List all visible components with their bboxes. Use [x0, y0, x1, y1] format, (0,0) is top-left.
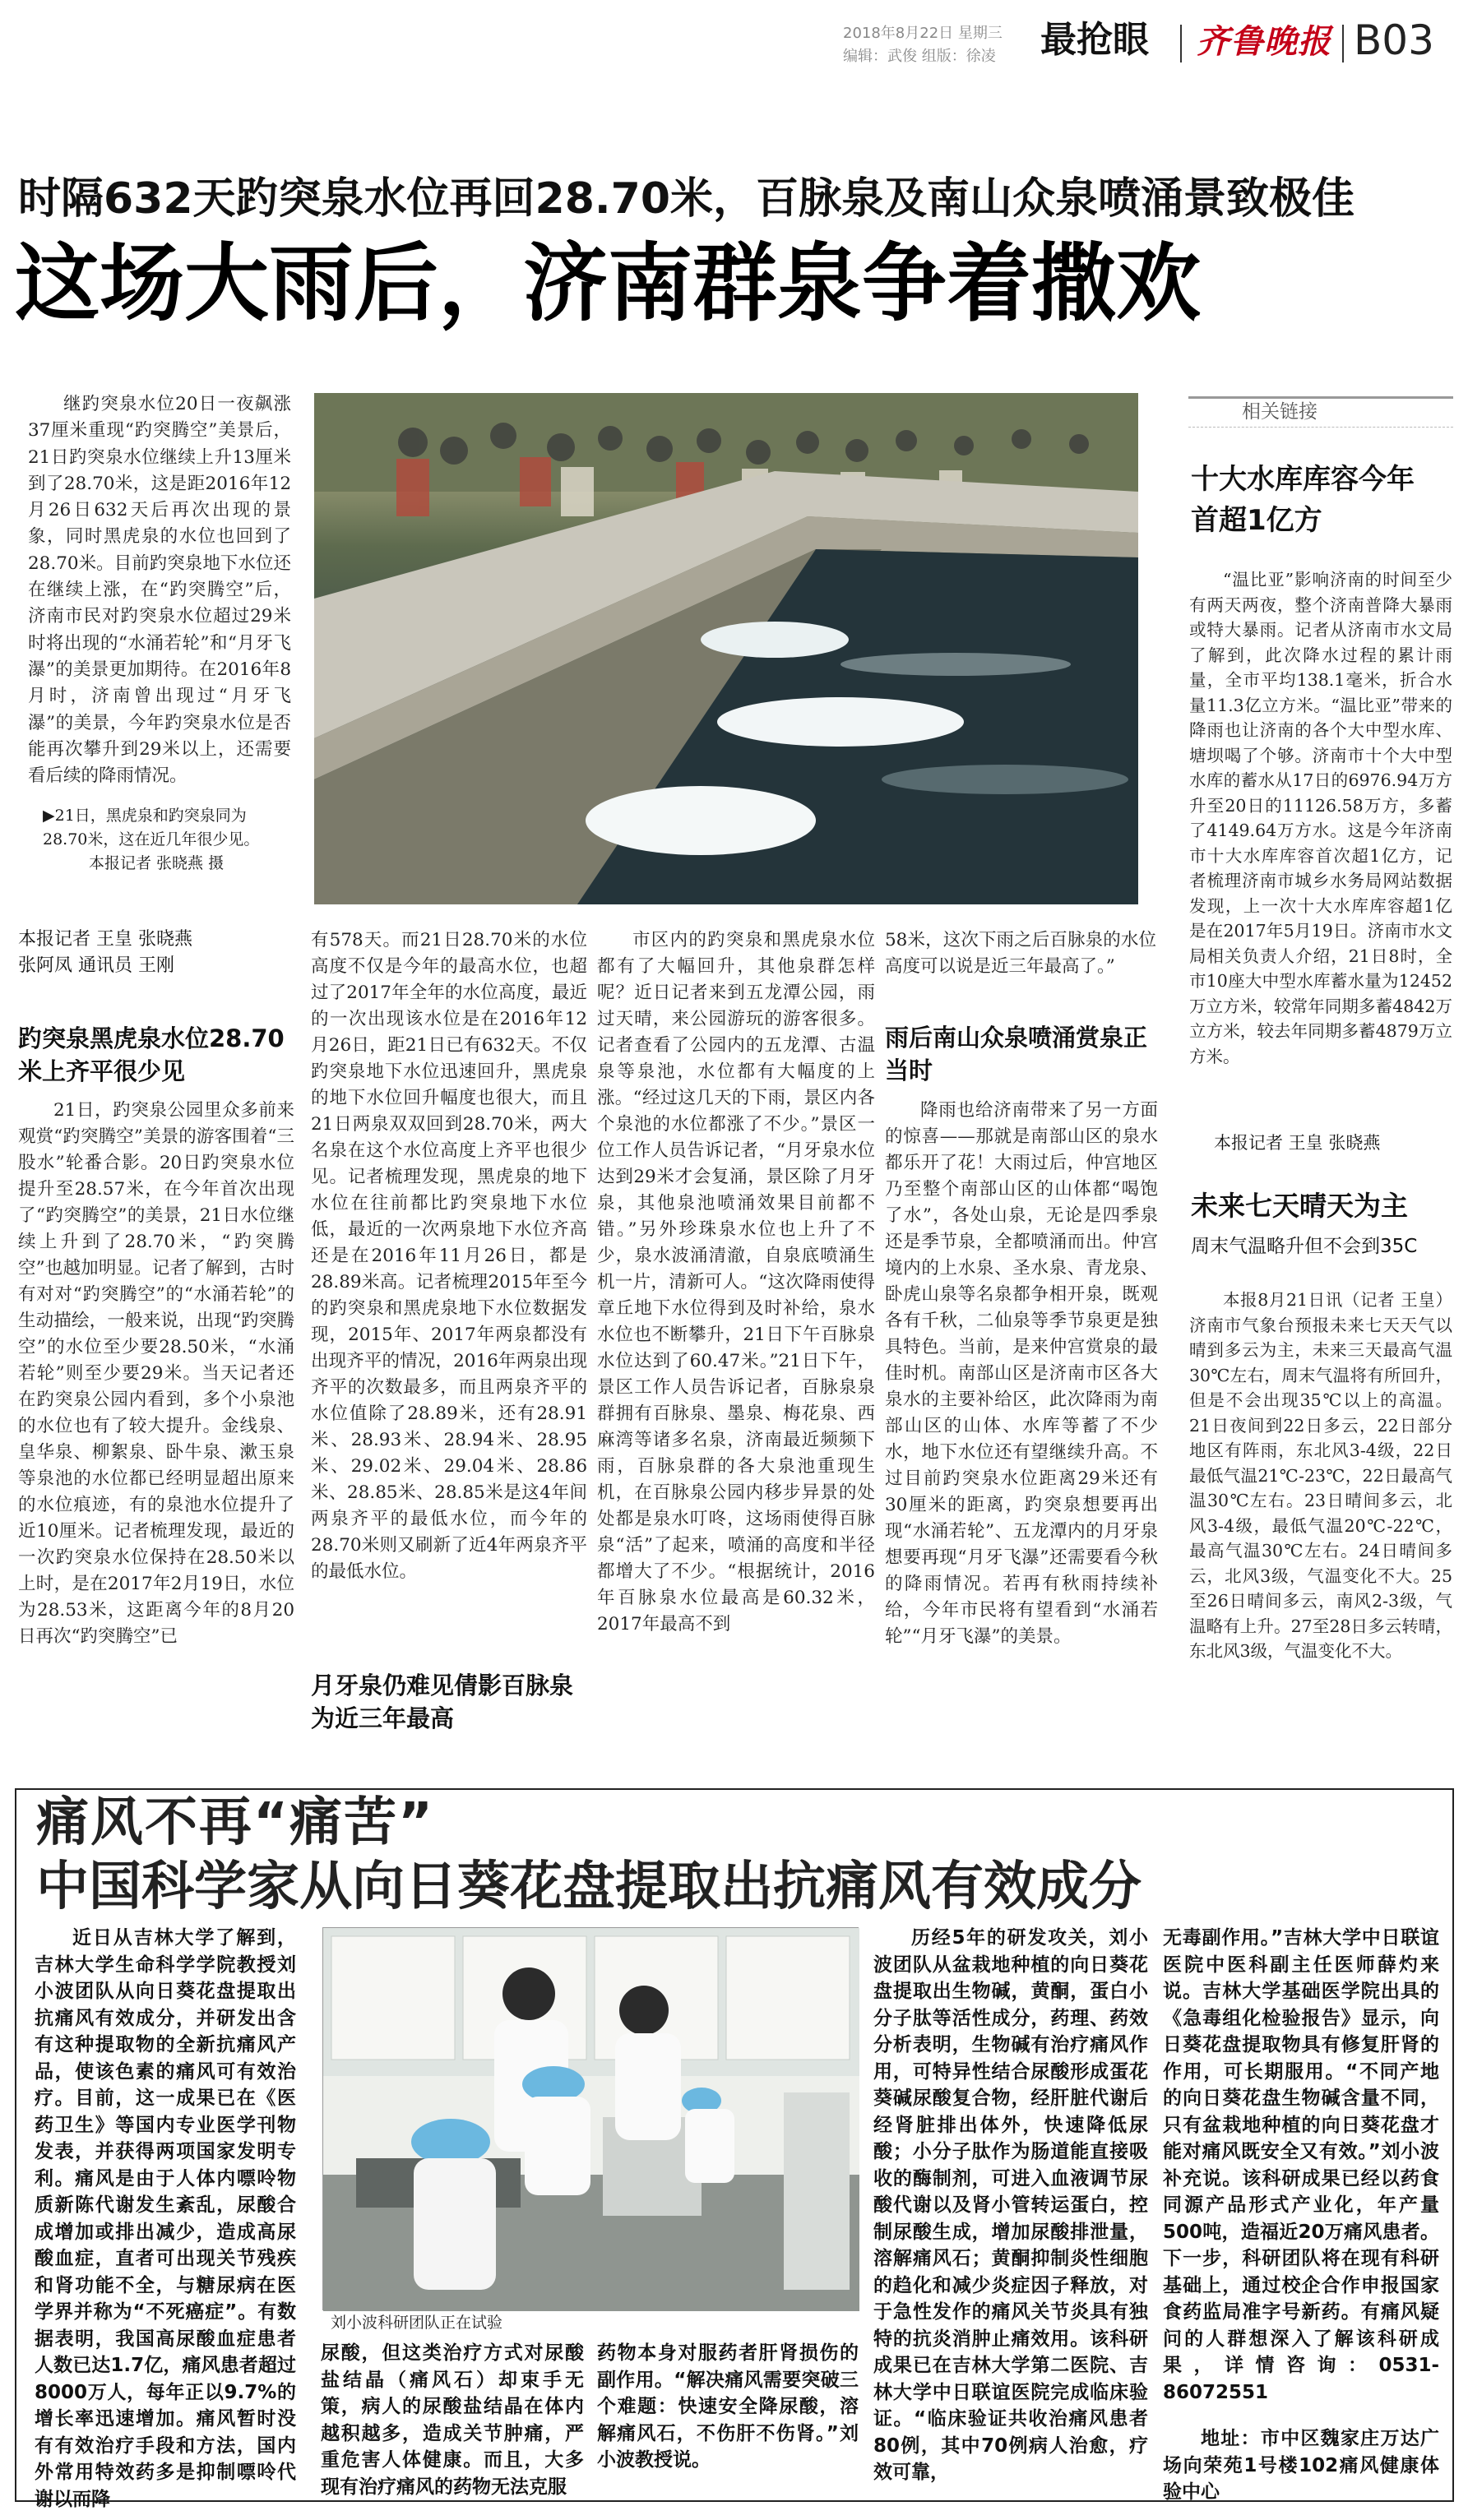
photo-caption: ▶21日，黑虎泉和趵突泉同为28.70米，这在近几年很少见。: [43, 807, 260, 848]
article1-col2: 有578天。而21日28.70米的水位高度不仅是今年的最高水位，也超过了2017年全年的水位高度，最近的一次出现该水位是在2016年12月26日，距21日已有632天。不仅趵突泉地下水位迅速回升，黑虎泉的地下水位回升幅度也很大，而且21日两泉双双回到28.70米，两大名泉在这个水位高度上齐平也很少见。记者梳理发现，黑虎泉的地下水位在往前都比趵突泉地下水位低，最近的一次两泉地下水位齐高还是在2016年11月26日，都是28.89米高。记者梳理2015年至今的趵突泉和黑虎泉地下水位数据发现，2015年、2017年两泉都没有出现齐平的情况，2016年两泉出现齐平的次数最多，而且两泉齐平的水位值除了28.89米，还有28.91米、28.93米、28.94米、28.95米、29.02米、29.04米、28.86米、28.85米、28.85米是这4年间两泉齐平的最低水位，而今年的28.70米则又刷新了近4年两泉齐平的最低水位。: [311, 930, 587, 1582]
lab-photo: [322, 1927, 859, 2310]
ad-col5: 无毒副作用。”吉林大学中日联谊医院中医科副主任医师薛灼来说。吉林大学基础医学院出具的《急毒组化检验报告》显示，向日葵花盘提取物具有修复肝肾的作用，可长期服用。“不同产地的向日葵花盘生物碱含量不同，只有盆栽地种植的向日葵花盘才能对痛风既安全又有效。”刘小波补充说。该科研成果已经以药食同源产品形式产业化，年产量500吨，造福近20万痛风患者。下一步，科研团队将在现有科研基础上，通过校企合作申报国家食药监局准字号新药。有痛风疑问的人群想深入了解该科研成果，详情咨询：0531-86072551: [1163, 1927, 1439, 2403]
spring-photo-art: [314, 393, 1138, 904]
ad-col4: 历经5年的研发攻关，刘小波团队从盆栽地种植的向日葵花盘提取出生物碱，黄酮，蛋白小分子肽等活性成分，药理、药效分析表明，生物碱有治疗痛风作用，可特异性结合尿酸形成蛋花葵碱尿酸复合物，经肝脏代谢后经肾脏排出体外，快速降低尿酸；小分子肽作为肠道能直接吸收的酶制剂，可进入血液调节尿酸代谢以及肾小管转运蛋白，控制尿酸生成，增加尿酸排泄量，溶解痛风石；黄酮抑制炎性细胞的趋化和减少炎症因子释放，对于急性发作的痛风关节炎具有独特的抗炎消肿止痛效用。该科研成果已在吉林大学第二医院、吉林大学中日联谊医院完成临床验证。“临床验证共收治痛风患者80例，其中70例病人治愈，疗效可靠，: [873, 1927, 1148, 2483]
reporters-line-1: 本报记者 王皇 张晓燕: [18, 929, 192, 950]
article-kicker: 时隔632天趵突泉水位再回28.70米，百脉泉及南山众泉喷涌景致极佳: [18, 174, 1355, 224]
subhead-3: 雨后南山众泉喷涌赏泉正当时: [885, 1024, 1148, 1084]
article1-col1: 21日，趵突泉公园里众多前来观赏“趵突腾空”美景的游客围着“三股水”轮番合影。20日趵突泉水位提升至28.57米，在今年首次出现了“趵突腾空”的美景，21日水位继续上升到了28.70米，“趵突腾空”也越加明显。记者了解到，古时有对对“趵突腾空”的“水涌若轮”的生动描绘，一般来说，出现“趵突腾空”的水位至少要28.50米，“水涌若轮”则至少要29米。当天记者还在趵突泉公园内看到，多个小泉池的水位也有了较大提升。金线泉、皇华泉、柳絮泉、卧牛泉、漱玉泉等泉池的水位都已经明显超出原来的水位痕迹，有的泉池水位提升了近10厘米。记者梳理发现，最近的一次趵突泉水位保持在28.50米以上时，是在2017年2月19日，水位为28.53米，这距离今年的8月20日再次“趵突腾空”已: [18, 1100, 294, 1647]
subhead-1: 趵突泉黑虎泉水位28.70米上齐平很少见: [18, 1024, 285, 1085]
lab-photo-caption: 刘小波科研团队正在试验: [331, 2314, 503, 2332]
ad-col1: 近日从吉林大学了解到，吉林大学生命科学学院教授刘小波团队从向日葵花盘提取出抗痛风有效成分，并研发出含有这种提取物的全新抗痛风产品，使该色素的痛风可有效治疗。目前，这一成果已在《医药卫生》等国内专业医学刊物发表，并获得两项国家发明专利。痛风是由于人体内嘌呤物质新陈代谢发生紊乱，尿酸合成增加或排出减少，造成高尿酸血症，直者可出现关节残疾和肾功能不全，与糖尿病在医学界并称为“不死癌症”。有数据表明，我国高尿酸血症患者人数已达1.7亿，痛风患者超过8000万人，每年正以9.7%的增长率迅速增加。痛风暂时没有有效治疗手段和方法，国内外常用特效药多是抑制嘌呤代谢以而降: [35, 1927, 296, 2510]
sidebar-headline-1: 十大水库库容今年首超1亿方: [1191, 463, 1415, 537]
article1-col4-top: 58米，这次下雨之后百脉泉的水位高度可以说是近三年最高了。”: [885, 930, 1156, 977]
reporters-line-2: 张阿凤 通讯员 王刚: [18, 955, 174, 976]
header-divider: [1180, 25, 1182, 62]
section-name: 最抢眼: [1040, 19, 1149, 61]
article-lead: 继趵突泉水位20日一夜飙涨37厘米重现“趵突腾空”美景后，21日趵突泉水位继续上升13厘米到了28.70米，这是距2016年12月26日632天后再次出现的景象，同时黑虎泉的水位也回到了28.70米。目前趵突泉地下水位还在继续上涨，在“趵突腾空”后，济南市民对趵突泉水位超过29米时将出现的“水涌若轮”和“月牙飞瀑”的美景更加期待。在2016年8月时，济南曾出现过“月牙飞瀑”的美景，今年趵突泉水位是否能再次攀升到29米以上，还需要看后续的降雨情况。: [28, 394, 291, 787]
article-headline: 这场大雨后，济南群泉争着撒欢: [15, 234, 1201, 333]
header-divider-2: [1342, 25, 1344, 62]
sidebar-byline-1: 本报记者 王皇 张晓燕: [1214, 1133, 1381, 1153]
article1-col4: 降雨也给济南带来了另一方面的惊喜——那就是南部山区的泉水都乐开了花！大雨过后，仲宫地区乃至整个南部山区的山体都“喝饱了水”，各处山泉，无论是四季泉还是季节泉，全都喷涌而出。仲宫境内的上水泉、圣水泉、青龙泉、卧虎山泉等名泉都争相开泉，既观各有千秋，二仙泉等季节泉更是独具特色。当前，是来仲宫赏泉的最佳时机。南部山区是济南市区各大泉水的主要补给区，此次降雨为南部山区的山体、水库等蓄了不少水，地下水位还有望继续升高。不过目前趵突泉水位距离29米还有30厘米的距离，趵突泉想要再出现“水涌若轮”、五龙潭内的月牙泉想要再现“月牙飞瀑”还需要看今秋的降雨情况。若再有秋雨持续补给，今年市民将有望看到“水涌若轮”“月牙飞瀑”的美景。: [885, 1100, 1158, 1647]
spring-photo: [314, 393, 1138, 904]
subhead-2: 月牙泉仍难见倩影百脉泉为近三年最高: [311, 1672, 574, 1732]
ad-headline-1: 痛风不再“痛苦”: [36, 1792, 435, 1853]
header-editors: 编辑：武俊 组版：徐凌: [843, 48, 996, 65]
ad-col3: 药物本身对服药者肝肾损伤的副作用。“解决痛风需要突破三个难题：快速安全降尿酸，溶解痛风石，不伤肝不伤肾。”刘小波教授说。: [597, 2342, 859, 2471]
ad-col2: 尿酸，但这类治疗方式对尿酸盐结晶（痛风石）却束手无策，病人的尿酸盐结晶在体内越积越多，造成关节肿痛，严重危害人体健康。而且，大多现有治疗痛风的药物无法克服: [321, 2342, 584, 2498]
header-date: 2018年8月22日 星期三: [843, 25, 1003, 42]
paper-logo: 齐鲁晚报: [1197, 22, 1331, 61]
sidebar-subhead-2: 周末气温略升但不会到35C: [1191, 1236, 1418, 1257]
sidebar-label: 相关链接: [1242, 401, 1317, 423]
page-number: B03: [1354, 16, 1434, 64]
ad-address: 地址：市中区魏家庄万达广场向荣苑1号楼102痛风健康体验中心: [1163, 2428, 1439, 2503]
article1-col3: 市区内的趵突泉和黑虎泉水位都有了大幅回升，其他泉群怎样呢？近日记者来到五龙潭公园，雨过天晴，来公园游玩的游客很多。记者查看了公园内的五龙潭、古温泉等泉池，水位都有大幅度的上涨。“经过这几天的下雨，景区内各个泉池的水位都涨了不少。”景区一位工作人员告诉记者，“月牙泉水位达到29米才会复涌，景区除了月牙泉，其他泉池喷涌效果目前都不错。”另外珍珠泉水位也上升了不少，泉水波涌清澈，自泉底喷涌生机一片，清新可人。“这次降雨使得章丘地下水位得到及时补给，泉水水位也不断攀升，21日下午百脉泉水位达到了60.47米。”21日下午，景区工作人员告诉记者，百脉泉泉群拥有百脉泉、墨泉、梅花泉、西麻湾等诸多名泉，济南最近频频下雨，百脉泉群的各大泉池重现生机，在百脉泉公园内移步异景的处处都是泉水叮咚，这场雨使得百脉泉“活”了起来，喷涌的高度和半径都增大了不少。“根据统计，2016年百脉泉水位最高是60.32米，2017年最高不到: [597, 930, 875, 1635]
sidebar-label-box: [1188, 396, 1453, 428]
lab-photo-art: [323, 1928, 859, 2311]
sidebar-headline-2: 未来七天晴天为主: [1191, 1190, 1408, 1222]
photo-credit: 本报记者 张晓燕 摄: [89, 854, 225, 872]
sidebar-body-1: “温比亚”影响济南的时间至少有两天两夜，整个济南普降大暴雨或特大暴雨。记者从济南市水文局了解到，此次降水过程的累计雨量，全市平均138.1毫米，折合水量11.3亿立方米。“温比亚”带来的降雨也让济南的各个大中型水库、塘坝喝了个够。济南市十个大中型水库的蓄水从17日的6976.94万方升至20日的11126.58万方，多蓄了4149.64万方水。这是今年济南市十大水库库容首次超1亿方，记者梳理济南市城乡水务局网站数据发现，上一次十大水库库容超1亿是在2017年5月19日。济南市水文局相关负责人介绍，21日8时，全市10座大中型水库蓄水量为12452万立方米，较常年同期多蓄4842万立方米，较去年同期多蓄4879万立方米。: [1189, 570, 1452, 1066]
sidebar-body-2: 本报8月21日讯（记者 王皇） 济南市气象台预报未来七天天气以晴到多云为主，未来三天最高气温30℃左右，周末气温将有所回升，但是不会出现35℃以上的高温。21日夜间到22日多云，22日部分地区有阵雨，东北风3-4级，22日最低气温21℃-23℃，22日最高气温30℃左右。23日晴间多云，北风3-4级，最低气温20℃-22℃，最高气温30℃左右。24日晴间多云，北风3级，气温变化不大。25至26日晴间多云，南风2-3级，气温略有上升。27至28日多云转晴，东北风3级，气温变化不大。: [1189, 1290, 1452, 1661]
ad-headline-2: 中国科学家从向日葵花盘提取出抗痛风有效成分: [36, 1856, 1142, 1917]
